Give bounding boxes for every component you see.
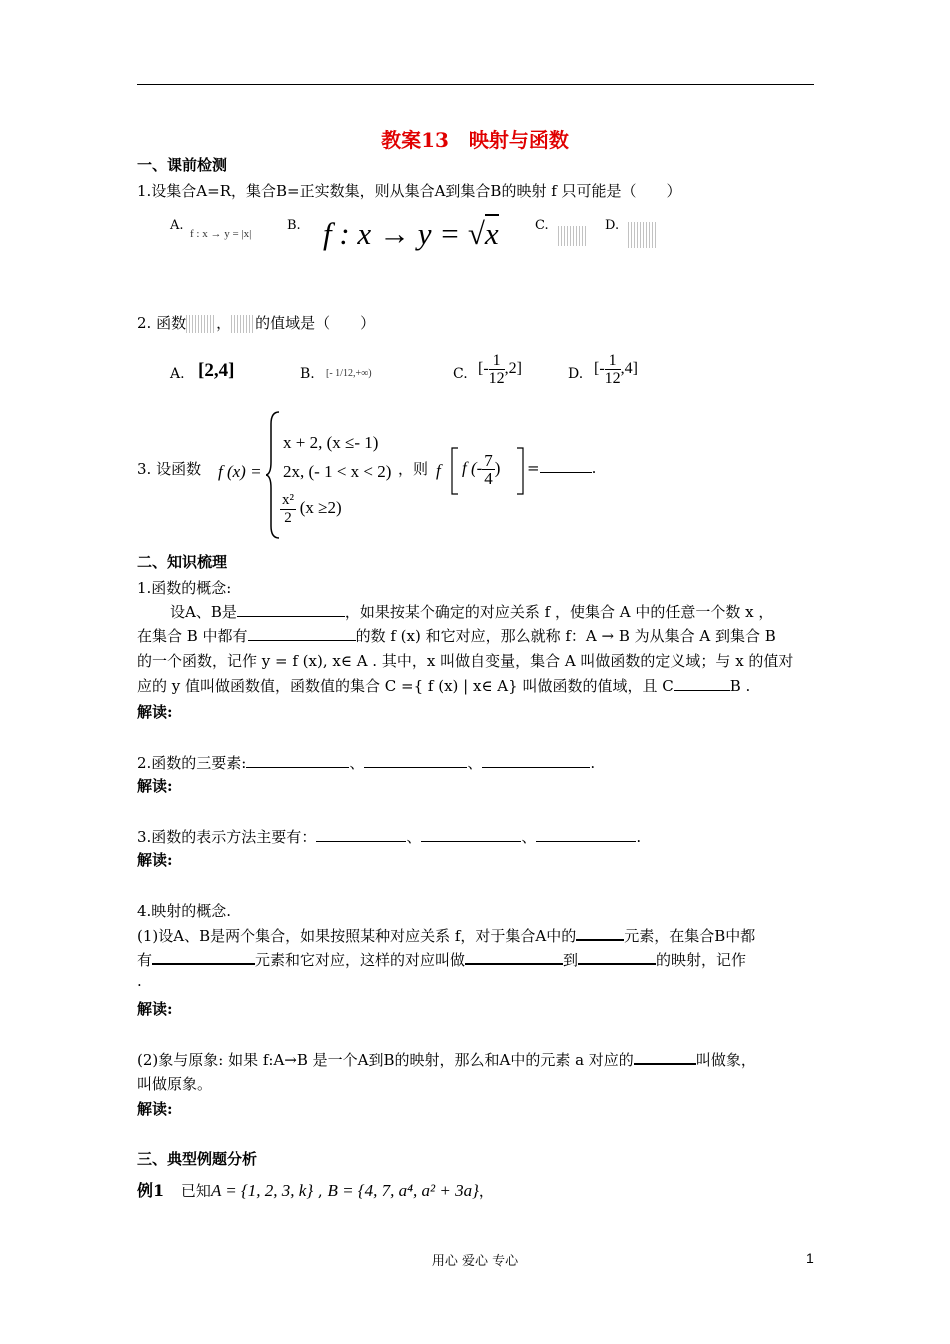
k1-blank-1[interactable] — [237, 602, 345, 617]
q1-option-b-radicand: x — [484, 216, 499, 251]
k3-line — [137, 826, 641, 847]
k4-line-1 — [137, 925, 755, 946]
q1-option-d-label: D. — [605, 218, 620, 233]
k2-sep2: 、 — [467, 754, 483, 772]
q2-d-post: ,4] — [620, 360, 638, 378]
k2-blank-3[interactable] — [482, 753, 590, 768]
q3-f-outer: f — [436, 461, 441, 480]
k4-blank-1[interactable] — [576, 925, 624, 941]
q3-then: ，则 — [398, 460, 429, 478]
k4-l1a: (1)设A、B是两个集合，如果按照某种对应关系 f，对于集合A中的 — [137, 927, 577, 945]
k3-blank-2[interactable] — [421, 827, 521, 842]
q2-d-numerator: 1 — [605, 352, 621, 370]
example-1-set-b: B = {4, 7, a⁴, a² + 3a} — [327, 1181, 479, 1200]
q3-inner-denominator: 4 — [484, 469, 493, 488]
page-number: 1 — [806, 1250, 814, 1266]
header-rule — [137, 84, 814, 85]
q3-right-bracket-icon — [515, 446, 525, 496]
question-3-label: 3. 设函数 — [137, 460, 202, 478]
q3-inner-close: ) — [494, 458, 501, 478]
q2-c-denominator: 12 — [488, 370, 505, 387]
q2-c-numerator: 1 — [489, 352, 505, 370]
k4-line-2 — [137, 949, 746, 970]
q1-option-b-left: f : x → y = — [323, 216, 468, 251]
page-footer: 用心 爱心 专心 — [431, 1254, 519, 1269]
q1-option-b-expr: f : x → y = √x — [323, 216, 499, 251]
k3-sep1: 、 — [406, 828, 422, 846]
q2-option-b-label: B. — [300, 366, 315, 382]
k5-line-1 — [137, 1049, 756, 1070]
q2-option-a-value: [2,4] — [198, 360, 235, 381]
q1-option-c-image — [558, 226, 588, 246]
jiedu-1: 解读: — [137, 703, 173, 721]
k5-l1a: (2)象与原象: 如果 f:A→B 是一个A到B的映射，那么和A中的元素 a 对应的 — [137, 1051, 634, 1069]
k1-l4a: 应的 y 值叫做函数值，函数值的集合 C ={ f (x) | x∈ A} 叫做函数的值域，且 C — [137, 677, 674, 695]
k4-blank-4[interactable] — [578, 949, 656, 965]
example-1-set-a: A = {1, 2, 3, k} — [210, 1181, 314, 1200]
q3-answer-blank[interactable] — [540, 458, 592, 473]
k2-line — [137, 752, 595, 773]
jiedu-4: 解读: — [137, 1000, 173, 1018]
k2-blank-1[interactable] — [246, 753, 349, 768]
q3-inner-expr — [462, 452, 500, 487]
k4-l1b: 元素，在集合B中都 — [624, 927, 756, 945]
section-heading-2: 二、知识梳理 — [137, 553, 228, 571]
q2-d-pre: [- — [594, 360, 605, 378]
q2-option-c-label: C. — [453, 366, 468, 382]
q1-option-a-expr: f : x → y = |x| — [190, 228, 252, 240]
k1-blank-3[interactable] — [674, 676, 730, 691]
q3-case-2: 2x, (- 1 < x < 2) — [283, 462, 392, 481]
q2-option-d-label: D. — [568, 366, 584, 382]
k4-blank-3[interactable] — [465, 949, 563, 965]
q3-inner-numerator: 7 — [484, 451, 493, 470]
q2-option-b-value: [- 1/12,+∞) — [326, 368, 372, 379]
k5-l1b: 叫做象， — [695, 1051, 756, 1069]
k3-end: . — [636, 828, 642, 846]
k1-line-1 — [170, 601, 773, 622]
k1-l1a: 设A、B是 — [170, 603, 237, 621]
q3-case-3 — [280, 492, 342, 527]
q2-option-c-value — [478, 352, 522, 387]
q3-equals: = — [527, 459, 540, 477]
q3-case3-denominator: 2 — [284, 510, 292, 526]
q2-text-b: ， — [216, 314, 232, 332]
jiedu-2: 解读: — [137, 777, 173, 795]
page-title: 教案13 映射与函数 — [381, 128, 569, 152]
k1-blank-2[interactable] — [248, 626, 356, 641]
q3-left-bracket-icon — [450, 446, 460, 496]
k4-blank-2[interactable] — [152, 949, 255, 965]
k2-text: 2.函数的三要素: — [137, 754, 247, 772]
k2-blank-2[interactable] — [364, 753, 467, 768]
q2-function-image — [186, 315, 216, 333]
example-1-label: 例1 — [137, 1181, 165, 1200]
q2-text-a: 2. 函数 — [137, 314, 187, 332]
k1-line-4 — [137, 675, 750, 696]
q3-f-inner: f (- — [462, 458, 483, 478]
example-1-text: 已知 — [180, 1182, 211, 1200]
k2-sep1: 、 — [349, 754, 365, 772]
k3-sep2: 、 — [521, 828, 537, 846]
jiedu-3: 解读: — [137, 851, 173, 869]
q3-case3-condition: (x ≥2) — [299, 497, 342, 517]
example-1-comma: , — [313, 1182, 328, 1200]
k1-heading: 1.函数的概念: — [137, 579, 232, 597]
question-2-text — [137, 312, 375, 333]
q1-option-a-label: A. — [170, 218, 184, 233]
q2-text-c: 的值域是（ ） — [255, 314, 376, 332]
k5-line-2: 叫做原象。 — [137, 1075, 213, 1093]
k1-l2a: 在集合 B 中都有 — [137, 627, 248, 645]
q3-answer — [527, 458, 596, 477]
example-1-end: ， — [478, 1182, 494, 1200]
k4-line-3: . — [137, 972, 142, 990]
q1-option-b-label: B. — [287, 218, 301, 233]
k4-l2c: 到 — [563, 951, 579, 969]
section-heading-3: 三、典型例题分析 — [137, 1150, 258, 1168]
k1-l4b: B . — [729, 677, 751, 695]
q3-fx: f (x) = — [218, 462, 262, 481]
k3-text: 3.函数的表示方法主要有： — [137, 828, 317, 846]
q2-d-denominator: 12 — [604, 370, 621, 387]
k1-line-3: 的一个函数，记作 y = f (x), x∈ A . 其中，x 叫做自变量，集合 A 叫做函数的定义域；与 x 的值对 — [137, 652, 794, 670]
k1-l2b: 的数 f (x) 和它对应，那么就称 f：A → B 为从集合 A 到集合 B — [355, 627, 776, 645]
k1-line-2 — [137, 625, 776, 646]
section-heading-1: 一、课前检测 — [137, 156, 228, 174]
q1-option-c-label: C. — [535, 218, 549, 233]
question-1-text: 1.设集合A=R，集合B=正实数集，则从集合A到集合B的映射 f 只可能是（ ） — [137, 182, 682, 200]
k4-l2d: 的映射，记作 — [656, 951, 747, 969]
q2-c-pre: [- — [478, 360, 489, 378]
k3-blank-1[interactable] — [316, 827, 406, 842]
k2-end: . — [590, 754, 596, 772]
q2-option-d-value — [594, 352, 638, 387]
jiedu-5: 解读: — [137, 1100, 173, 1118]
k4-heading: 4.映射的概念. — [137, 902, 232, 920]
q3-case-1: x + 2, (x ≤- 1) — [283, 433, 379, 452]
q2-c-post: ,2] — [504, 360, 522, 378]
example-1 — [137, 1178, 494, 1201]
k4-l2a: 有 — [137, 951, 153, 969]
q1-option-d-image — [628, 222, 658, 248]
k3-blank-3[interactable] — [536, 827, 636, 842]
k5-blank-1[interactable] — [634, 1049, 696, 1065]
q3-case3-numerator: x² — [282, 492, 294, 508]
k4-l2b: 元素和它对应，这样的对应叫做 — [255, 951, 466, 969]
q2-option-a-label: A. — [170, 366, 185, 382]
q3-period: . — [591, 459, 597, 477]
q2-domain-image — [231, 315, 255, 333]
k1-l1b: ，如果按某个确定的对应关系 f ，使集合 A 中的任意一个数 x ， — [344, 603, 774, 621]
